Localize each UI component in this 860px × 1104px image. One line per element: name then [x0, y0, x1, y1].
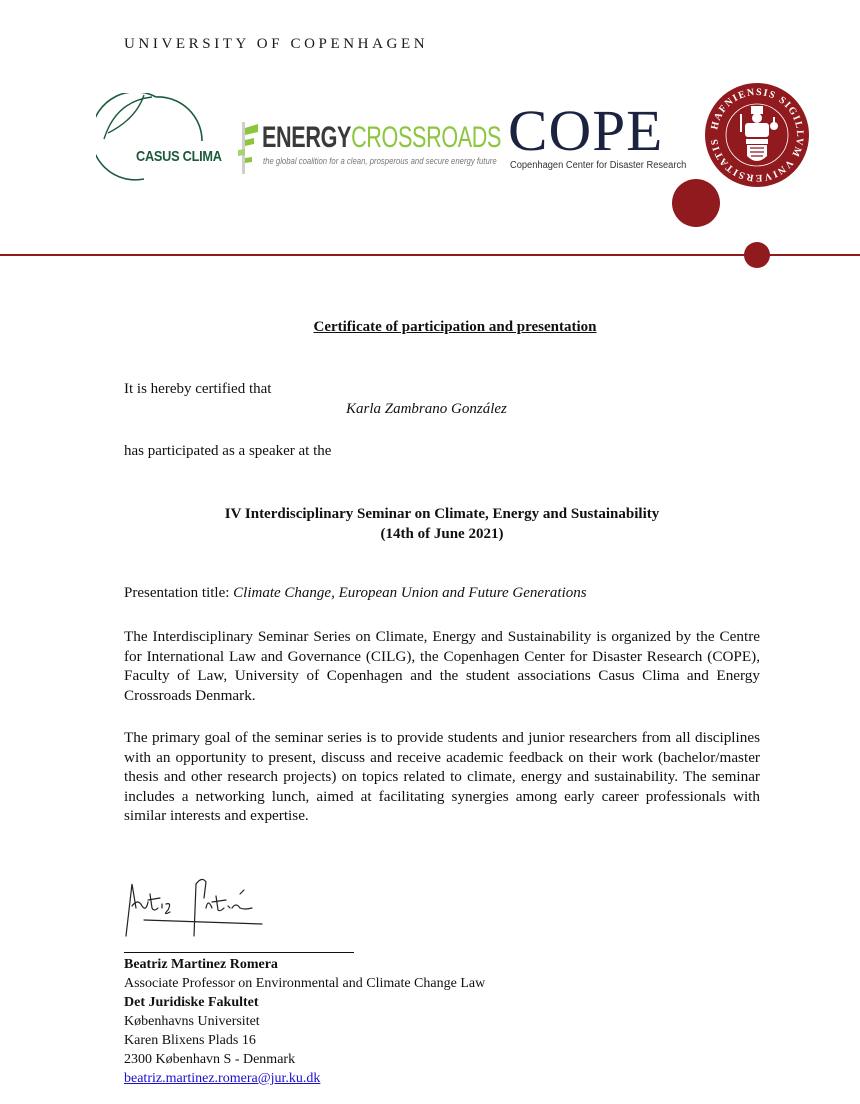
casus-clima-wordmark: CASUS CLIMA	[136, 148, 222, 165]
cope-wordmark: COPE	[508, 98, 664, 163]
signatory-street: Karen Blixens Plads 16	[124, 1033, 256, 1048]
energy-crossroads-tagline: the global coalition for a clean, prosperous and secure energy future	[263, 156, 497, 166]
cope-subtitle: Copenhagen Center for Disaster Research	[510, 160, 687, 171]
decorative-dot-small	[744, 242, 770, 268]
goal-paragraph: The primary goal of the seminar series is to provide students and junior researchers from all disciplines with an opportunity to present, discuss and receive academic feedback on their work (bachelor/master thesis and other research projects) on topics related to climate, energy and sustainability. The seminar includes a networking lunch, aimed at facilitating synergies among early career professionals with similar interests and expertise.	[124, 729, 760, 824]
svg-text:HAFNIENSIS SIGILLVM VNIVERSITA: HAFNIENSIS SIGILLVM VNIVERSITATIS	[709, 86, 806, 184]
energy-crossroads-logo	[236, 120, 502, 180]
event-name: IV Interdisciplinary Seminar on Climate, Energy and Sustainability	[224, 506, 660, 522]
signatory-position: Associate Professor on Environmental and Climate Change Law	[124, 976, 486, 991]
signpost-icon	[236, 120, 262, 176]
presentation-line	[124, 585, 587, 602]
presentation-title: Climate Change, European Union and Future Generations	[233, 585, 587, 601]
event-block	[0, 504, 860, 544]
participation-text: has participated as a speaker at the	[124, 443, 332, 459]
casus-clima-arcs-icon	[96, 93, 226, 185]
participant-name: Karla Zambrano González	[346, 401, 507, 417]
signature-line	[124, 952, 354, 953]
signatory-email-link[interactable]: beatriz.martinez.romera@jur.ku.dk	[124, 1071, 321, 1086]
casus-clima-logo	[96, 93, 226, 185]
signatory-university: Københavns Universitet	[124, 1014, 260, 1029]
university-seal-icon	[704, 82, 810, 188]
handwritten-signature	[122, 868, 282, 938]
signatory-name: Beatriz Martinez Romera	[124, 957, 278, 972]
cope-logo	[508, 98, 687, 178]
decorative-dot-large	[672, 179, 720, 227]
certified-intro: It is hereby certified that	[124, 381, 272, 397]
signatory-faculty: Det Juridiske Fakultet	[124, 995, 259, 1010]
event-date: (14th of June 2021)	[380, 526, 504, 542]
university-name: UNIVERSITY OF COPENHAGEN	[124, 36, 429, 52]
energy-crossroads-wordmark: ENERGYCROSSROADS	[262, 121, 502, 154]
signatory-city: 2300 København S - Denmark	[124, 1052, 296, 1067]
certificate-title: Certificate of participation and presentation	[313, 319, 597, 335]
header-divider-line	[0, 254, 860, 256]
organizers-paragraph: The Interdisciplinary Seminar Series on Climate, Energy and Sustainability is organized by the Centre for International Law and Governance (CILG), the Copenhagen Center for Disaster Research (COPE), Faculty of Law, University of Copenhagen and the student associations Casus Clima and Energy Crossroads Denmark.	[124, 628, 760, 704]
signatory-block	[124, 955, 485, 1088]
presentation-label: Presentation title:	[124, 585, 230, 601]
